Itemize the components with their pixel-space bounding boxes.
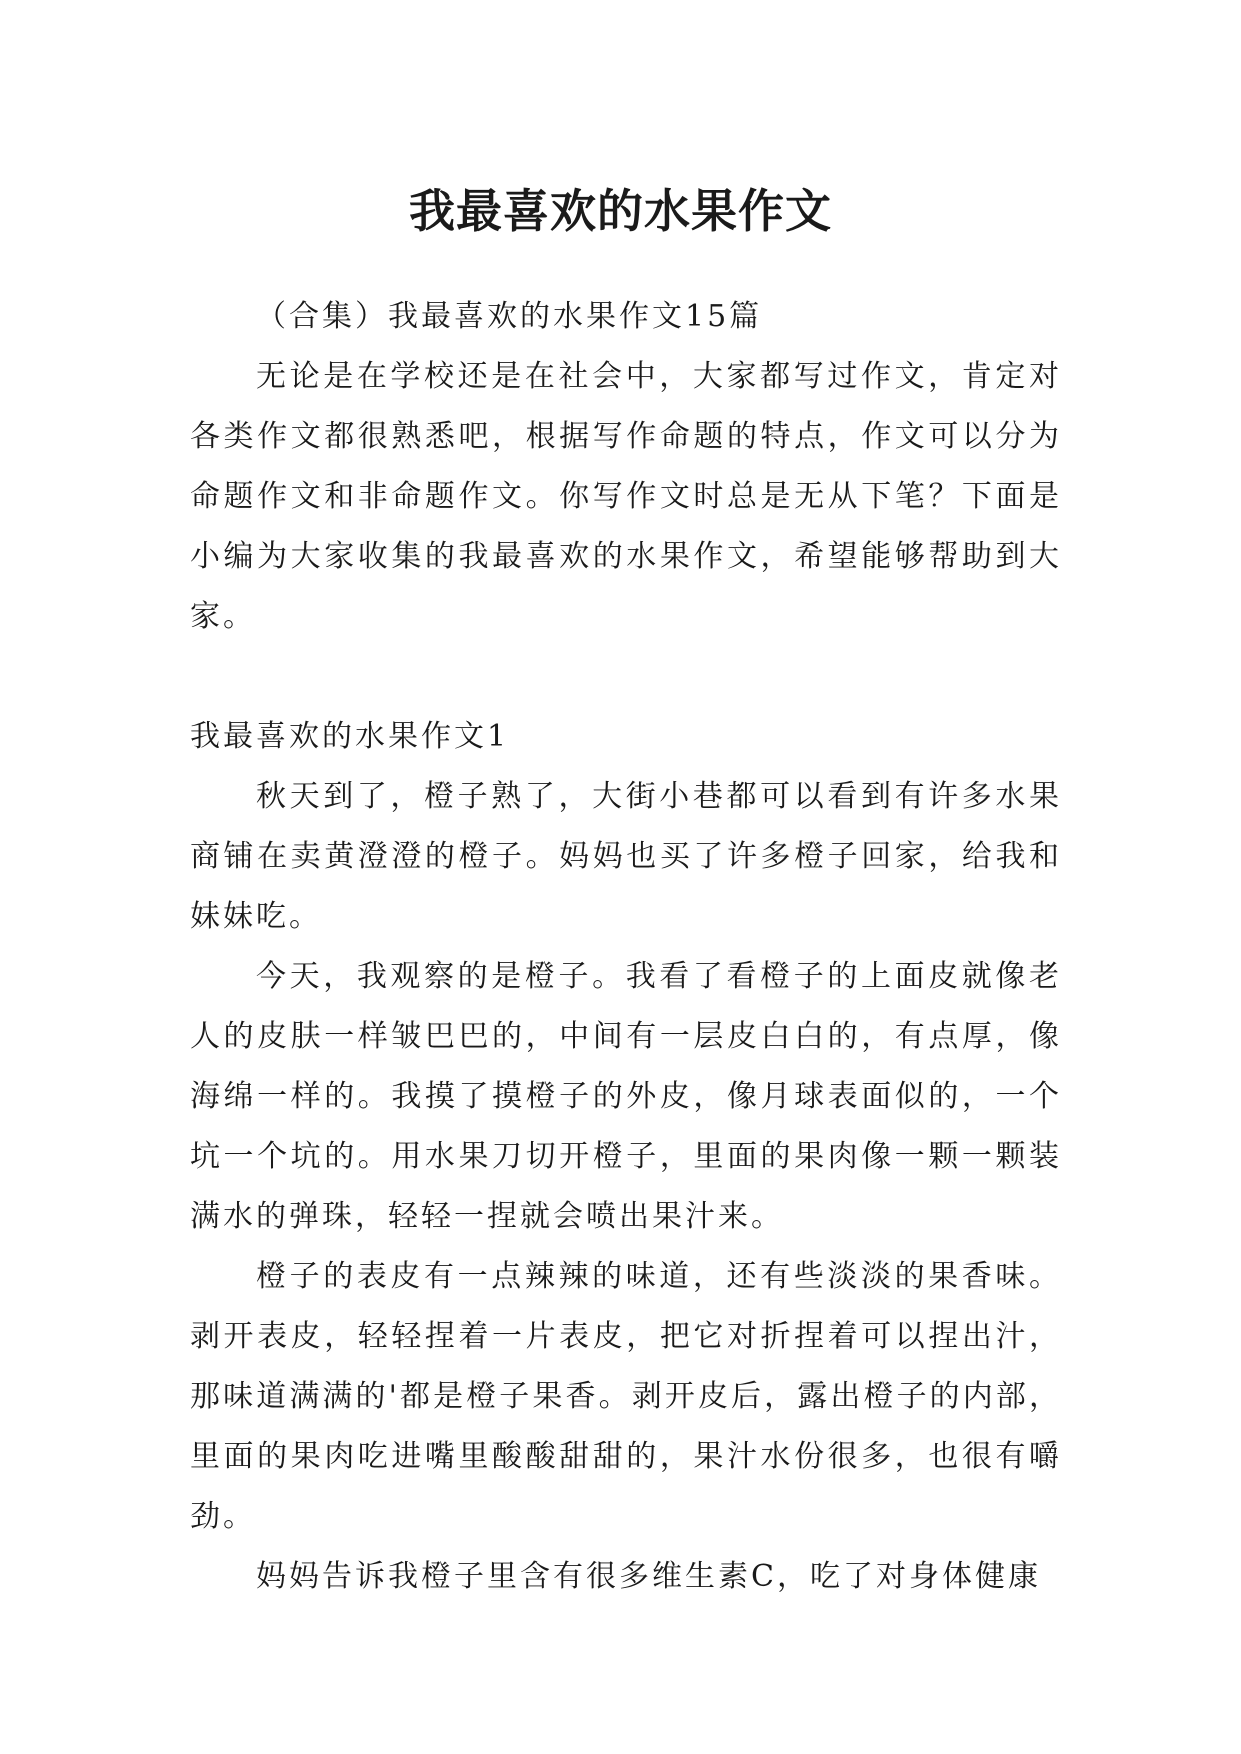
essay-paragraph-4: 妈妈告诉我橙子里含有很多维生素C，吃了对身体健康 bbox=[256, 1559, 1041, 1594]
section-heading: 我最喜欢的水果作文1 bbox=[190, 719, 510, 754]
intro-paragraph: 无论是在学校还是在社会中，大家都写过作文，肯定对各类作文都很熟悉吧，根据写作命题的特点，作文可以分为命题作文和非命题作文。你写作文时总是无从下笔？下面是小编为大家收集的我最喜欢的水果作文，希望能够帮助到大家。 bbox=[190, 359, 1062, 634]
document-body bbox=[190, 287, 1062, 1607]
document-title: 我最喜欢的水果作文 bbox=[409, 183, 832, 238]
collection-subtitle: （合集）我最喜欢的水果作文15篇 bbox=[256, 299, 763, 334]
section-gap bbox=[190, 647, 1062, 707]
essay-paragraph-1: 秋天到了，橙子熟了，大街小巷都可以看到有许多水果商铺在卖黄澄澄的橙子。妈妈也买了许多橙子回家，给我和妹妹吃。 bbox=[190, 779, 1062, 934]
essay-paragraph-2: 今天，我观察的是橙子。我看了看橙子的上面皮就像老人的皮肤一样皱巴巴的，中间有一层皮白白的，有点厚，像海绵一样的。我摸了摸橙子的外皮，像月球表面似的，一个坑一个坑的。用水果刀切开橙子，里面的果肉像一颗一颗装满水的弹珠，轻轻一捏就会喷出果汁来。 bbox=[190, 959, 1062, 1234]
essay-paragraph-3: 橙子的表皮有一点辣辣的味道，还有些淡淡的果香味。剥开表皮，轻轻捏着一片表皮，把它对折捏着可以捏出汁，那味道满满的'都是橙子果香。剥开皮后，露出橙子的内部，里面的果肉吃进嘴里酸酸甜甜的，果汁水份很多，也很有嚼劲。 bbox=[190, 1259, 1062, 1534]
